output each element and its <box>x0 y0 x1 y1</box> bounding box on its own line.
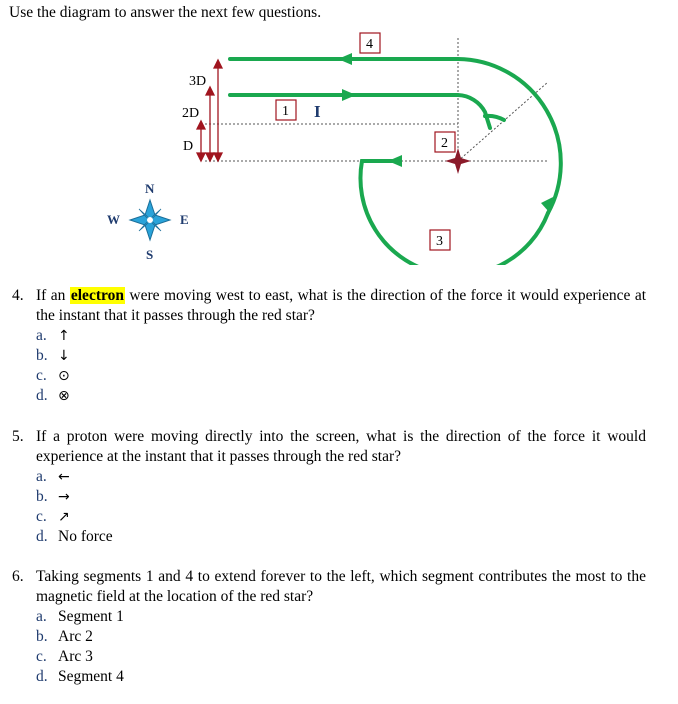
option-b[interactable] <box>36 487 113 507</box>
question-stem <box>36 286 646 326</box>
option-d[interactable] <box>36 386 70 406</box>
right-arrow-icon: → <box>58 489 70 505</box>
label-2d: 2D <box>182 106 200 121</box>
segment-4-wire <box>230 59 561 213</box>
option-d[interactable] <box>36 527 113 547</box>
option-text: Arc 2 <box>58 628 93 645</box>
option-c[interactable] <box>36 507 113 527</box>
option-letter: d. <box>36 528 48 545</box>
option-letter: c. <box>36 648 47 665</box>
option-c[interactable] <box>36 647 124 667</box>
options-list <box>36 467 113 547</box>
option-text: No force <box>58 528 113 545</box>
into-page-icon: ⊗ <box>58 388 70 404</box>
left-arrow-icon: ← <box>58 469 70 485</box>
segment-1-label: 1 <box>282 104 289 119</box>
up-arrow-icon: ↑ <box>58 328 70 344</box>
option-letter: a. <box>36 608 47 625</box>
option-b[interactable] <box>36 346 70 366</box>
stem-text: If an <box>36 287 70 304</box>
option-c[interactable] <box>36 366 70 386</box>
option-a[interactable] <box>36 607 124 627</box>
option-text: Segment 1 <box>58 608 124 625</box>
question-number: 5. <box>12 428 24 445</box>
segment-2-label: 2 <box>441 136 448 151</box>
segment-1-wire <box>230 95 490 128</box>
compass-east: E <box>180 212 189 227</box>
option-letter: b. <box>36 628 48 645</box>
option-letter: a. <box>36 327 47 344</box>
label-d: D <box>183 139 194 154</box>
option-letter: c. <box>36 367 47 384</box>
question-number: 6. <box>12 568 24 585</box>
option-d[interactable] <box>36 667 124 687</box>
option-text: Segment 4 <box>58 668 124 685</box>
options-list <box>36 607 124 687</box>
question-stem: Taking segments 1 and 4 to extend forever to the left, which segment contributes the most to the magnetic field at the location of the red star? <box>36 568 646 605</box>
arc-3-wire <box>360 161 548 265</box>
label-3d: 3D <box>189 74 207 89</box>
option-text: Arc 3 <box>58 648 93 665</box>
option-letter: b. <box>36 488 48 505</box>
segment-label-boxes <box>276 33 455 250</box>
up-right-arrow-icon: ↗ <box>58 509 70 525</box>
stem-text: were moving west to east, what is the direction of the force it would experience at the instant that it passes through the red star? <box>36 287 647 324</box>
compass-south: S <box>146 247 154 262</box>
question-stem: If a proton were moving directly into the screen, what is the direction of the force it would experience at the instant that it passes through the red star? <box>36 428 646 465</box>
magnetic-field-diagram <box>0 0 678 265</box>
option-letter: c. <box>36 508 47 525</box>
option-b[interactable] <box>36 627 124 647</box>
options-list <box>36 326 70 406</box>
option-a[interactable] <box>36 326 70 346</box>
question-number: 4. <box>12 287 24 304</box>
compass-west: W <box>107 212 120 227</box>
out-of-page-icon: ⊙ <box>58 368 70 384</box>
current-label: I <box>314 102 321 121</box>
compass-north: N <box>145 181 155 196</box>
segment-4-label: 4 <box>366 37 373 52</box>
highlighted-word: electron <box>70 287 124 304</box>
option-letter: b. <box>36 347 48 364</box>
intro-text: Use the diagram to answer the next few questions. <box>9 4 322 21</box>
option-letter: d. <box>36 668 48 685</box>
option-letter: d. <box>36 387 48 404</box>
option-a[interactable] <box>36 467 113 487</box>
option-letter: a. <box>36 468 47 485</box>
segment-3-label: 3 <box>436 234 443 249</box>
compass-rose-icon <box>130 200 170 240</box>
down-arrow-icon: ↓ <box>58 348 70 364</box>
